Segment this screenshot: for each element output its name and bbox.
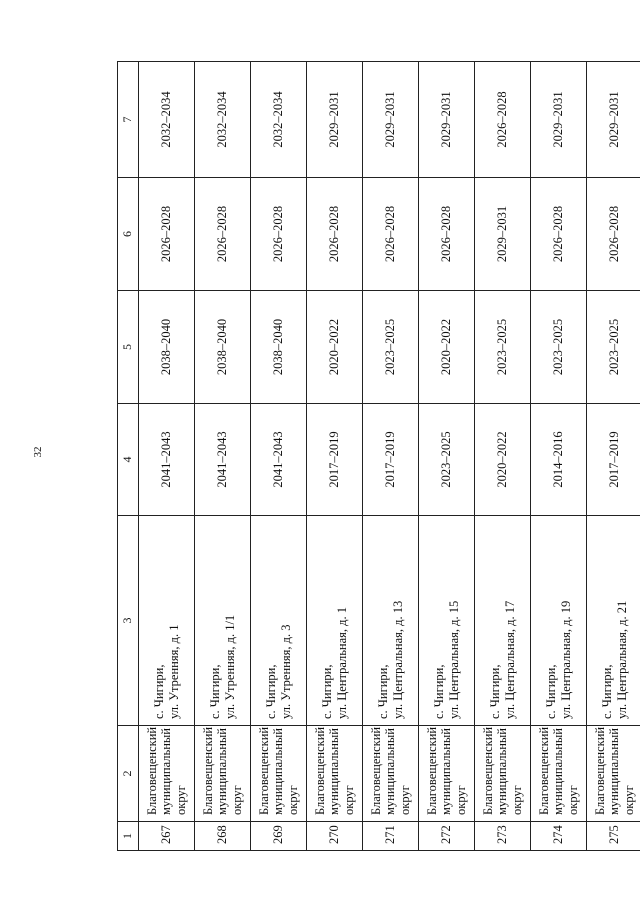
address-line: с. Чигири, (264, 664, 279, 719)
district-line: Благовещенский (480, 726, 495, 815)
district-line: округ (565, 785, 580, 815)
table-row (587, 62, 640, 851)
district-line: Благовещенский (592, 726, 607, 815)
period-cell: 2041–2043 (139, 404, 195, 516)
district-line: муниципальный (215, 728, 230, 815)
district-line: муниципальный (551, 728, 566, 815)
period-cell: 2017–2019 (307, 404, 363, 516)
row-number-cell: 275 (587, 822, 640, 851)
column-header: 5 (118, 291, 139, 404)
address-cell (419, 516, 475, 726)
address-line: ул. Утренняя, д. 3 (278, 624, 293, 719)
district-line: округ (509, 785, 524, 815)
table-row (139, 62, 195, 851)
table-row (419, 62, 475, 851)
row-number-cell: 273 (475, 822, 531, 851)
table-row (195, 62, 251, 851)
district-line: муниципальный (439, 728, 454, 815)
period-cell: 2029–2031 (475, 178, 531, 291)
address-cell (139, 516, 195, 726)
address-line: с. Чигири, (488, 664, 503, 719)
row-number-cell: 274 (531, 822, 587, 851)
address-line: ул. Центральная, д. 17 (502, 600, 517, 719)
district-cell (139, 726, 195, 822)
district-line: округ (285, 785, 300, 815)
district-cell (251, 726, 307, 822)
period-cell: 2026–2028 (531, 178, 587, 291)
address-line: ул. Утренняя, д. 1 (166, 624, 181, 719)
address-line: с. Чигири, (208, 664, 223, 719)
period-cell: 2023–2025 (419, 404, 475, 516)
row-number-cell: 268 (195, 822, 251, 851)
period-cell: 2029–2031 (587, 62, 640, 178)
column-header: 1 (118, 822, 139, 851)
district-line: Благовещенский (368, 726, 383, 815)
period-cell: 2038–2040 (139, 291, 195, 404)
district-line: округ (397, 785, 412, 815)
column-header: 2 (118, 726, 139, 822)
period-cell: 2041–2043 (195, 404, 251, 516)
period-cell: 2023–2025 (531, 291, 587, 404)
table-row (531, 62, 587, 851)
period-cell: 2017–2019 (587, 404, 640, 516)
row-number-cell: 270 (307, 822, 363, 851)
district-line: муниципальный (495, 728, 510, 815)
address-line: ул. Центральная, д. 19 (558, 600, 573, 719)
period-cell: 2029–2031 (419, 62, 475, 178)
period-cell: 2029–2031 (531, 62, 587, 178)
address-line: с. Чигири, (376, 664, 391, 719)
page-number: 32 (32, 446, 44, 458)
data-table (117, 61, 640, 851)
address-line: ул. Центральная, д. 13 (390, 600, 405, 719)
period-cell: 2023–2025 (475, 291, 531, 404)
table-row (363, 62, 419, 851)
address-cell (475, 516, 531, 726)
address-line: с. Чигири, (544, 664, 559, 719)
address-cell (195, 516, 251, 726)
address-line: ул. Утренняя, д. 1/1 (222, 614, 237, 719)
district-line: муниципальный (383, 728, 398, 815)
period-cell: 2017–2019 (363, 404, 419, 516)
period-cell: 2020–2022 (419, 291, 475, 404)
address-line: с. Чигири, (600, 664, 615, 719)
period-cell: 2026–2028 (419, 178, 475, 291)
period-cell: 2026–2028 (139, 178, 195, 291)
row-number-cell: 272 (419, 822, 475, 851)
district-line: округ (173, 785, 188, 815)
period-cell: 2029–2031 (363, 62, 419, 178)
period-cell: 2038–2040 (251, 291, 307, 404)
row-number-cell: 271 (363, 822, 419, 851)
address-cell (363, 516, 419, 726)
district-line: Благовещенский (536, 726, 551, 815)
district-cell (195, 726, 251, 822)
district-cell (587, 726, 640, 822)
period-cell: 2029–2031 (307, 62, 363, 178)
period-cell: 2026–2028 (195, 178, 251, 291)
period-cell: 2026–2028 (587, 178, 640, 291)
period-cell: 2020–2022 (475, 404, 531, 516)
table-container (117, 62, 636, 851)
address-cell (307, 516, 363, 726)
district-line: муниципальный (327, 728, 342, 815)
district-line: Благовещенский (424, 726, 439, 815)
address-line: с. Чигири, (320, 664, 335, 719)
period-cell: 2023–2025 (587, 291, 640, 404)
period-cell: 2032–2034 (251, 62, 307, 178)
address-cell (251, 516, 307, 726)
period-cell: 2041–2043 (251, 404, 307, 516)
district-cell (307, 726, 363, 822)
address-line: с. Чигири, (432, 664, 447, 719)
table-row (251, 62, 307, 851)
column-header: 3 (118, 516, 139, 726)
period-cell: 2032–2034 (139, 62, 195, 178)
district-line: муниципальный (159, 728, 174, 815)
district-line: округ (341, 785, 356, 815)
district-line: Благовещенский (312, 726, 327, 815)
period-cell: 2026–2028 (363, 178, 419, 291)
period-cell: 2023–2025 (363, 291, 419, 404)
period-cell: 2026–2028 (307, 178, 363, 291)
row-number-cell: 267 (139, 822, 195, 851)
district-line: муниципальный (271, 728, 286, 815)
district-line: Благовещенский (144, 726, 159, 815)
address-line: ул. Центральная, д. 1 (334, 606, 349, 719)
address-cell (587, 516, 640, 726)
district-line: Благовещенский (256, 726, 271, 815)
period-cell: 2026–2028 (251, 178, 307, 291)
table-header-row (118, 62, 139, 851)
address-cell (531, 516, 587, 726)
district-cell (531, 726, 587, 822)
period-cell: 2026–2028 (475, 62, 531, 178)
row-number-cell: 269 (251, 822, 307, 851)
column-header: 7 (118, 62, 139, 178)
district-cell (475, 726, 531, 822)
district-line: муниципальный (607, 728, 622, 815)
address-line: ул. Центральная, д. 21 (614, 600, 629, 719)
district-line: округ (229, 785, 244, 815)
district-line: округ (453, 785, 468, 815)
column-header: 4 (118, 404, 139, 516)
period-cell: 2032–2034 (195, 62, 251, 178)
period-cell: 2038–2040 (195, 291, 251, 404)
column-header: 6 (118, 178, 139, 291)
district-line: округ (621, 785, 636, 815)
table-row (475, 62, 531, 851)
period-cell: 2014–2016 (531, 404, 587, 516)
district-line: Благовещенский (200, 726, 215, 815)
period-cell: 2020–2022 (307, 291, 363, 404)
table-row (307, 62, 363, 851)
district-cell (363, 726, 419, 822)
address-line: ул. Центральная, д. 15 (446, 600, 461, 719)
district-cell (419, 726, 475, 822)
address-line: с. Чигири, (152, 664, 167, 719)
